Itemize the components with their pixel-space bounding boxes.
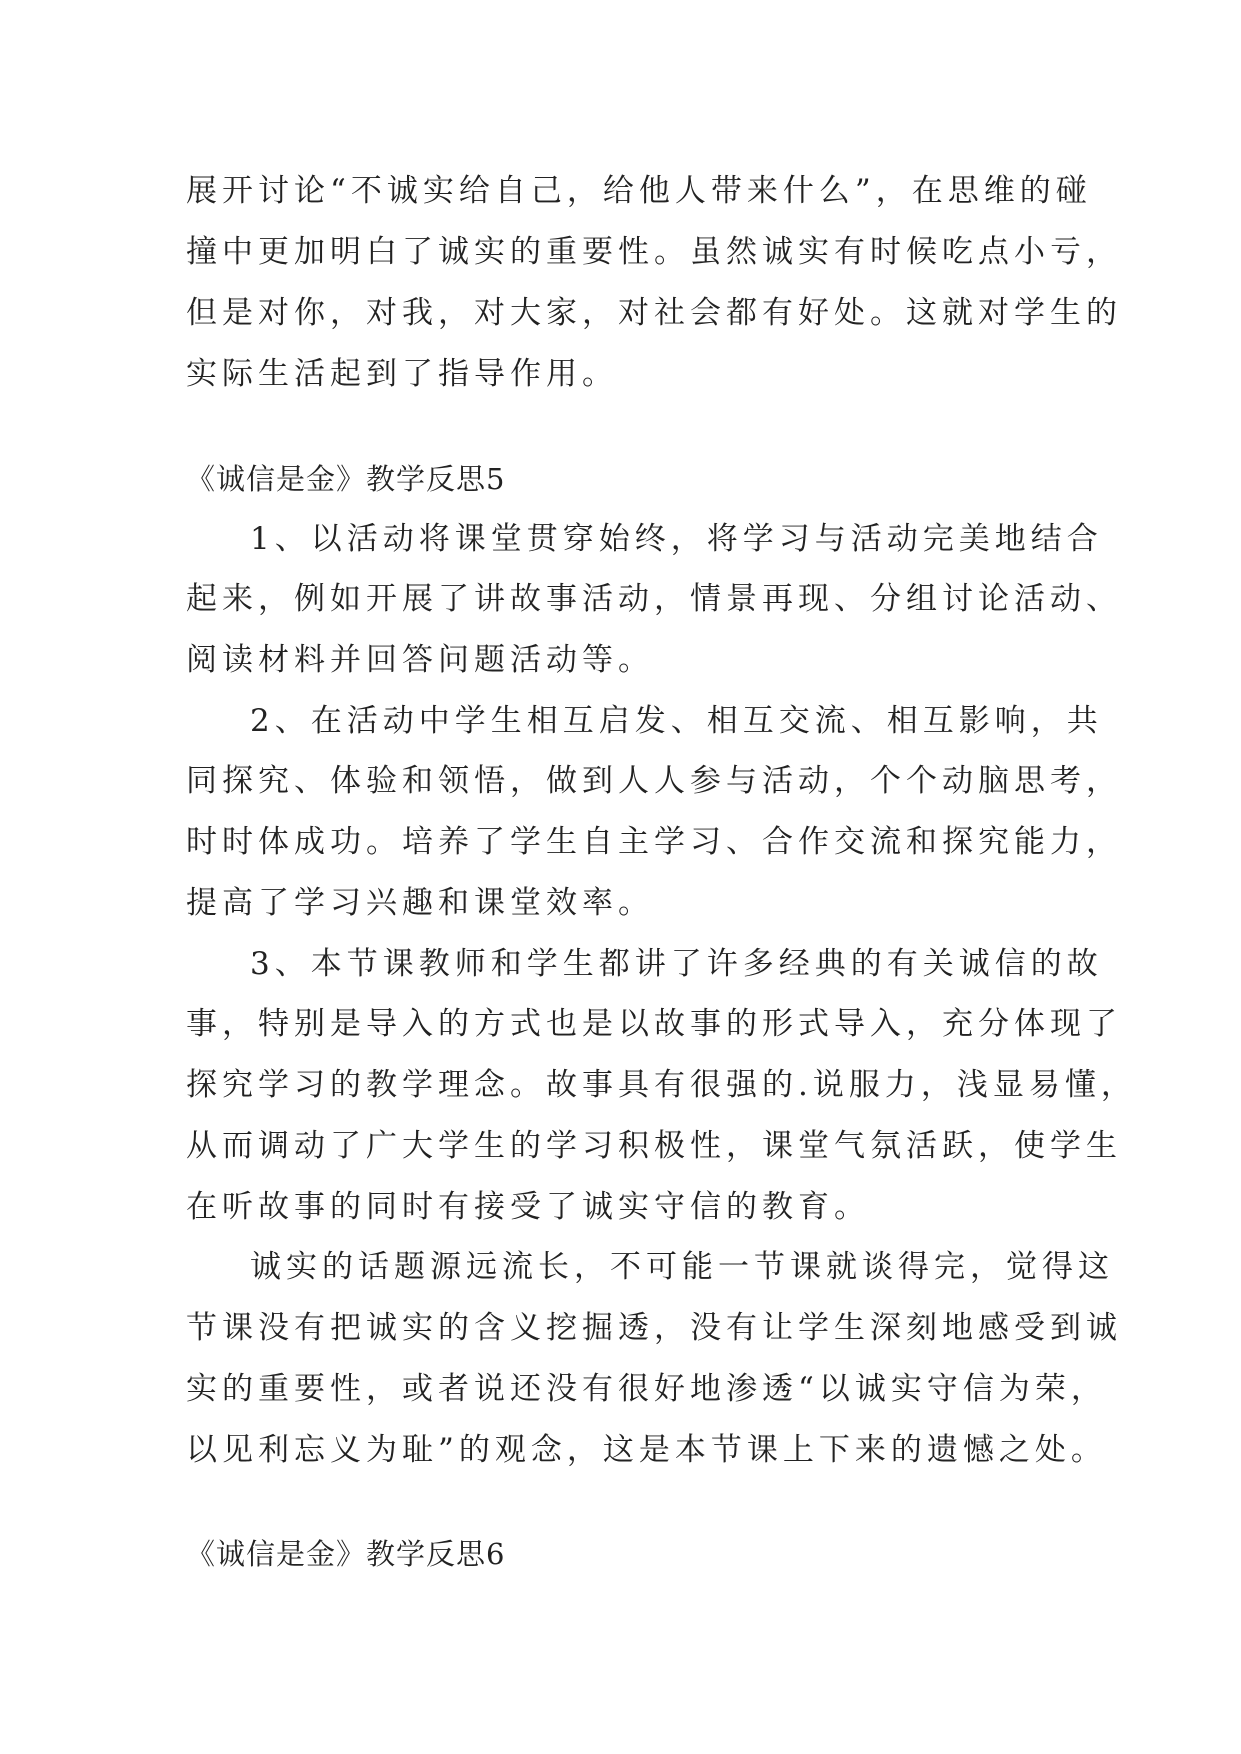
paragraph-line: 提高了学习兴趣和课堂效率。 [186, 885, 654, 921]
paragraph-line: 撞中更加明白了诚实的重要性。虽然诚实有时候吃点小亏， [186, 234, 1122, 270]
paragraph-line: 同探究、体验和领悟，做到人人参与活动，个个动脑思考， [186, 763, 1122, 799]
paragraph-line: 1、以活动将课堂贯穿始终，将学习与活动完美地结合 [250, 521, 1103, 557]
paragraph-line: 从而调动了广大学生的学习积极性，课堂气氛活跃，使学生 [186, 1128, 1122, 1164]
paragraph-line: 探究学习的教学理念。故事具有很强的.说服力，浅显易懂， [186, 1067, 1137, 1103]
paragraph-line: 实际生活起到了指导作用。 [186, 356, 618, 392]
paragraph-line: 起来，例如开展了讲故事活动，情景再现、分组讨论活动、 [186, 581, 1122, 617]
paragraph-line: 诚实的话题源远流长，不可能一节课就谈得完，觉得这 [250, 1249, 1114, 1285]
paragraph-line: 节课没有把诚实的含义挖掘透，没有让学生深刻地感受到诚 [186, 1310, 1122, 1346]
paragraph-line: 实的重要性，或者说还没有很好地渗透“以诚实守信为荣， [186, 1371, 1107, 1407]
paragraph-line: 展开讨论“不诚实给自己，给他人带来什么”，在思维的碰 [186, 173, 1092, 209]
paragraph-line: 时时体成功。培养了学生自主学习、合作交流和探究能力， [186, 824, 1122, 860]
paragraph-line: 2、在活动中学生相互启发、相互交流、相互影响，共 [250, 703, 1103, 739]
paragraph-line: 3、本节课教师和学生都讲了许多经典的有关诚信的故 [250, 946, 1103, 982]
paragraph-line: 但是对你，对我，对大家，对社会都有好处。这就对学生的 [186, 295, 1122, 331]
paragraph-line: 事，特别是导入的方式也是以故事的形式导入，充分体现了 [186, 1006, 1122, 1042]
paragraph-line: 阅读材料并回答问题活动等。 [186, 642, 654, 678]
paragraph-line: 在听故事的同时有接受了诚实守信的教育。 [186, 1189, 870, 1225]
section-heading: 《诚信是金》教学反思6 [186, 1537, 506, 1571]
section-heading: 《诚信是金》教学反思5 [186, 462, 506, 496]
paragraph-line: 以见利忘义为耻”的观念，这是本节课上下来的遗憾之处。 [186, 1432, 1107, 1468]
